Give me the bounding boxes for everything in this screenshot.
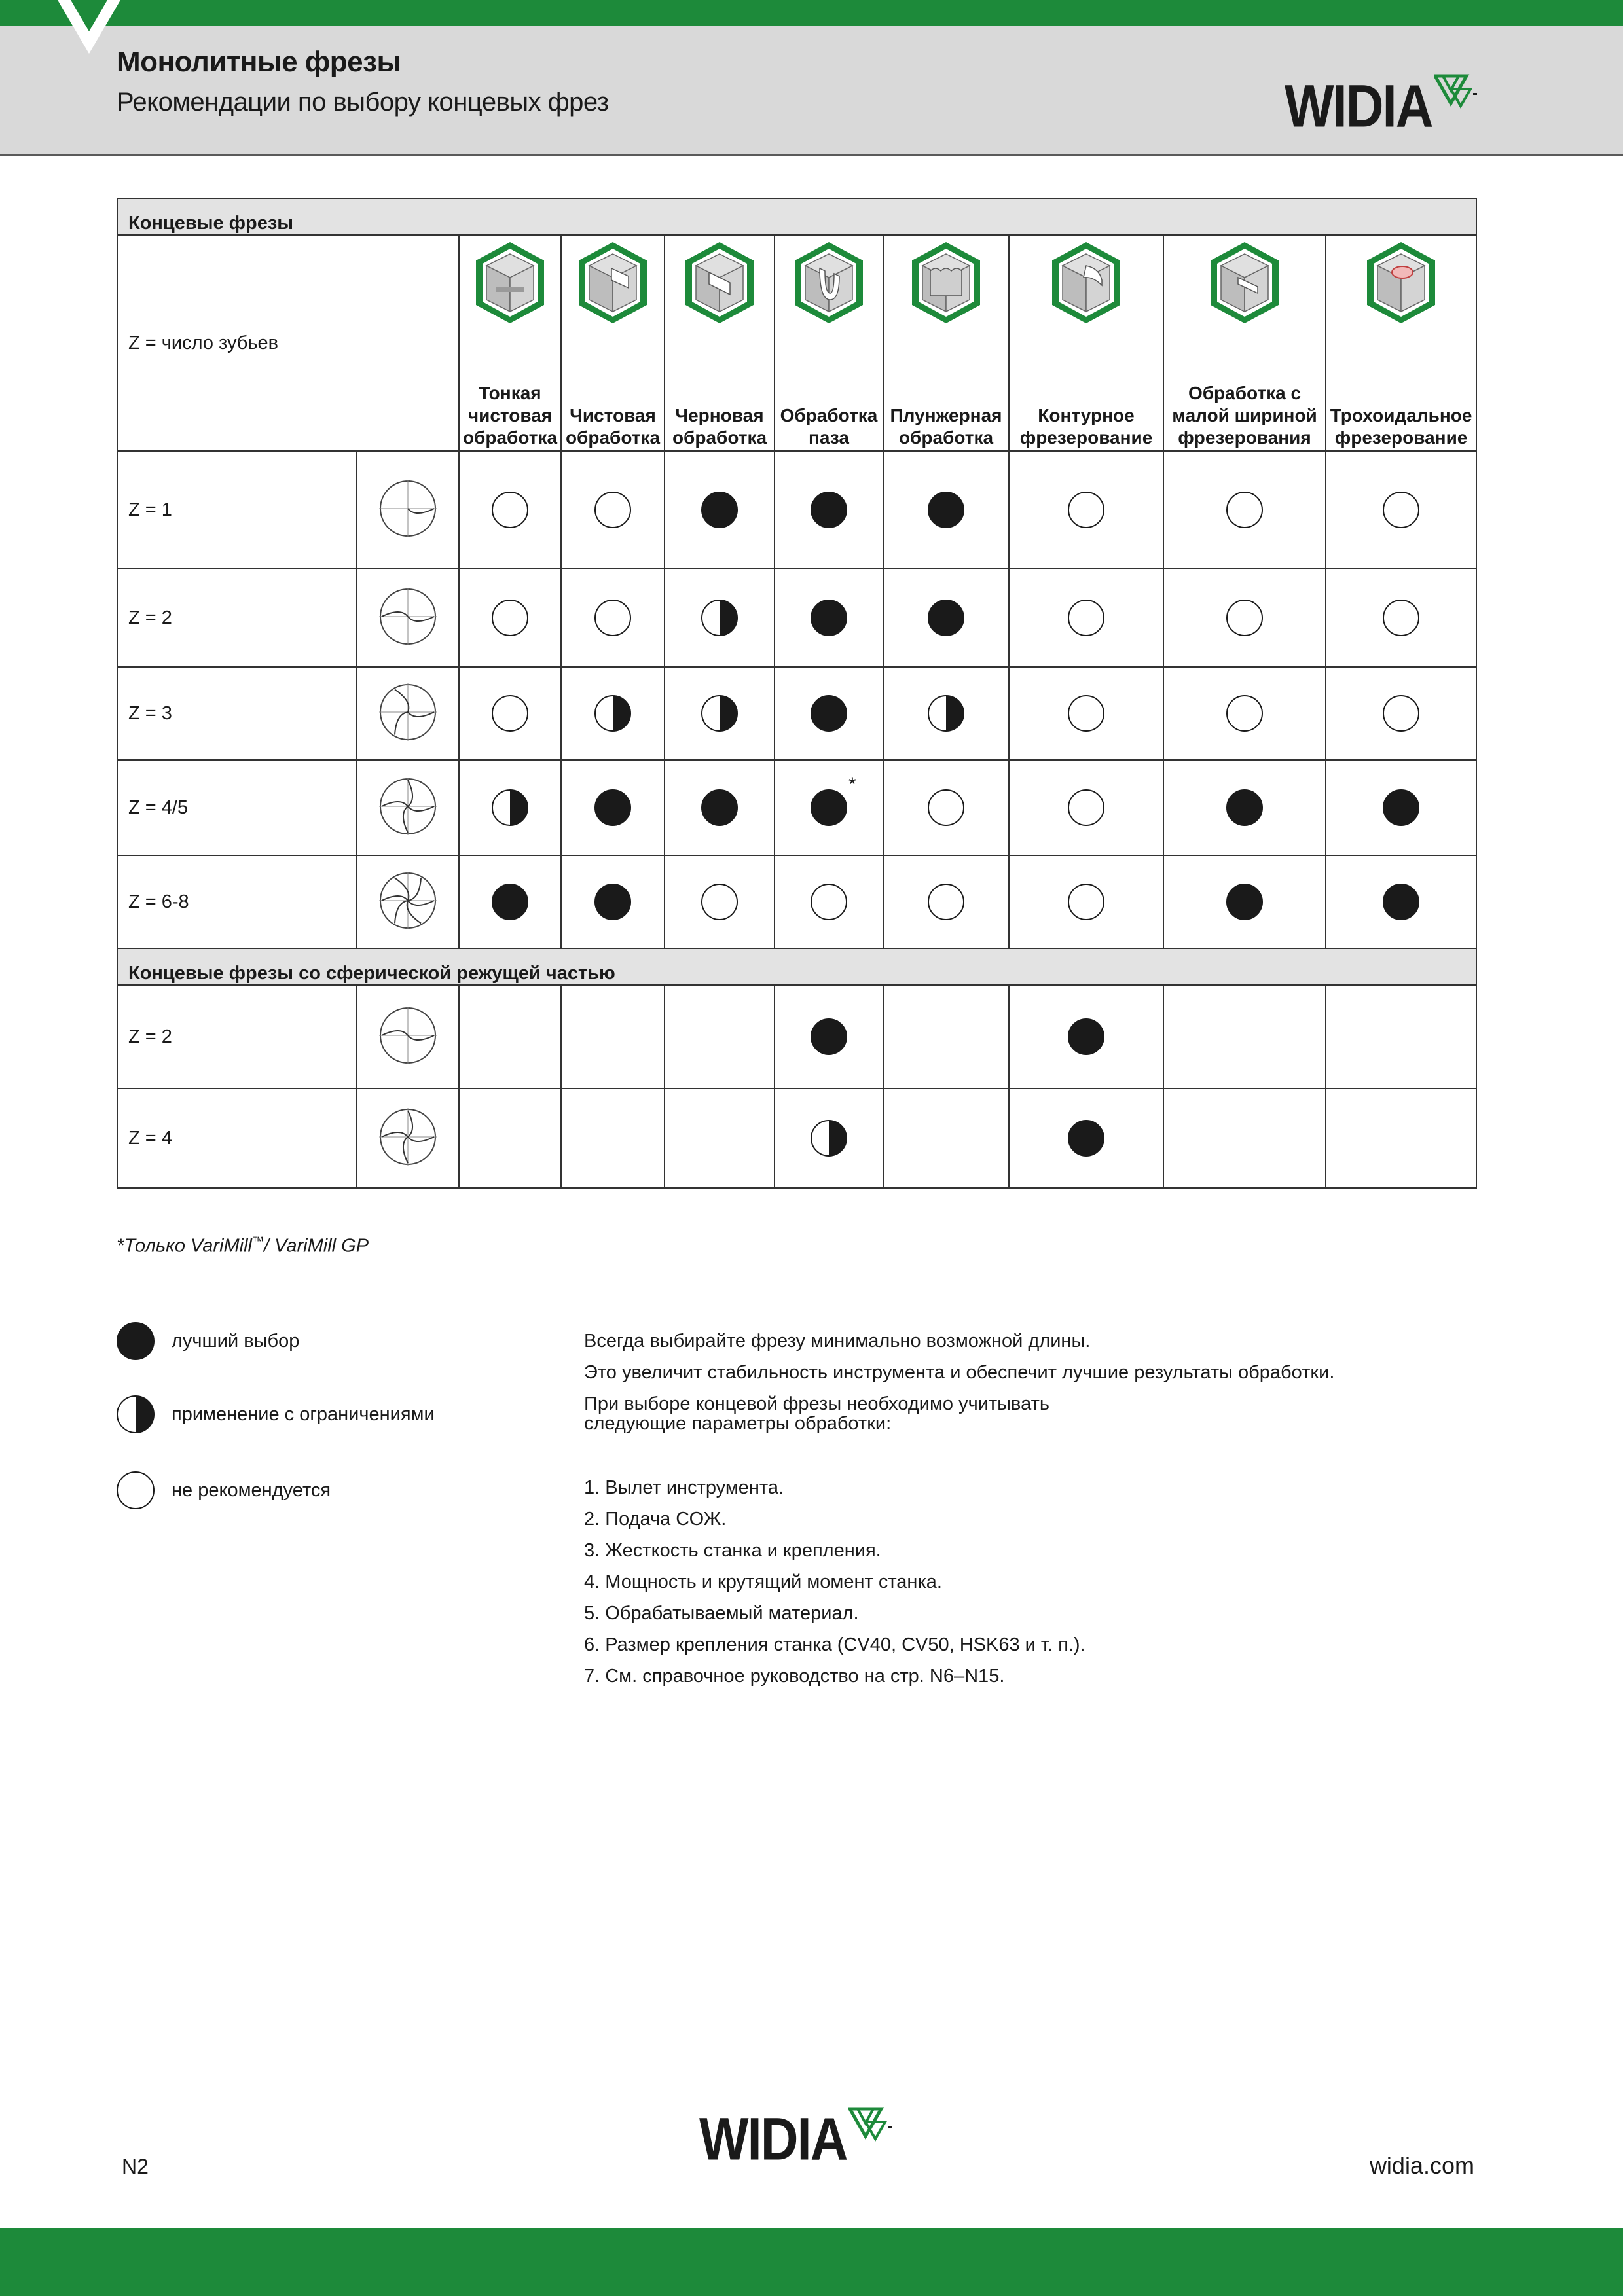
section-title-ball-nose: Концевые фрезы со сферической режущей частью [117,948,1476,985]
operation-header [665,235,775,451]
page-subtitle: Рекомендации по выбору концевых фрез [117,88,609,117]
operation-label: Трохоидальное фрезерование [1330,405,1472,448]
empty-circle-icon [1226,492,1263,528]
full-circle-icon [811,492,847,528]
full-circle-icon [1068,1018,1104,1055]
rating-cell [883,569,1009,667]
full-circle-icon [1383,884,1419,920]
rating-cell [1326,760,1476,855]
rating-cell [1326,451,1476,569]
half-circle-icon [701,695,738,732]
table-row [117,1088,1476,1188]
page-number: N2 [122,2155,149,2178]
tool-section-cell [357,451,459,569]
rating-cell [775,667,883,760]
legend-label: не рекомендуется [172,1479,331,1501]
empty-circle-icon [1068,789,1104,826]
ball-four-flute-icon [376,1105,439,1168]
rating-cell [1009,985,1163,1088]
rating-cell [1009,760,1163,855]
top-accent-bar [0,0,1623,26]
operation-header [1163,235,1326,451]
brand-triangles-icon [1434,73,1480,120]
slotting-icon [790,240,868,326]
rating-cell [775,451,883,569]
rating-cell [883,760,1009,855]
full-circle-icon [117,1322,155,1360]
full-circle-icon [1383,789,1419,826]
empty-circle-icon [928,884,964,920]
rating-cell [775,985,883,1088]
rating-cell [561,569,665,667]
empty-circle-icon [594,600,631,636]
rating-cell [1326,569,1476,667]
list-item: 6. Размер крепления станка (CV40, CV50, HSK63 и т. п.). [584,1634,1085,1655]
footnote-text: *Только VariMill [117,1235,252,1257]
empty-circle-icon [1068,492,1104,528]
trochoidal-milling-icon [1362,240,1440,326]
operation-label: Контурное фрезерование [1019,405,1153,448]
operation-header [1009,235,1163,451]
note-line: Это увеличит стабильность инструмента и обеспечит лучшие результаты обработки. [584,1362,1335,1383]
full-circle-icon [701,492,738,528]
teeth-count: Z = 2 [117,985,357,1088]
rating-cell [883,855,1009,948]
operation-label: Обработка паза [780,405,878,448]
tool-section-cell [357,569,459,667]
rating-cell [665,855,775,948]
website-link[interactable]: widia.com [1369,2152,1474,2179]
widia-logo-footer [699,2105,894,2172]
note-line: При выборе концевой фрезы необходимо учитывать [584,1393,1049,1414]
tool-section-cell [357,667,459,760]
half-circle-icon [594,695,631,732]
two-flute-cutter-icon [376,585,439,648]
footnote-text-b: / VariMill GP [264,1235,369,1257]
teeth-count: Z = 6-8 [117,855,357,948]
operation-header [561,235,665,451]
rating-cell [1163,451,1326,569]
four-five-flute-cutter-icon [376,775,439,838]
full-circle-icon [701,789,738,826]
half-circle-icon [928,695,964,732]
full-circle-icon [1226,884,1263,920]
rating-cell [665,451,775,569]
teeth-count: Z = 1 [117,451,357,569]
rating-cell [665,667,775,760]
teeth-count: Z = 2 [117,569,357,667]
rating-cell [459,569,561,667]
half-circle-icon [492,789,528,826]
rating-cell [883,985,1009,1088]
rating-cell [775,1088,883,1188]
empty-circle-icon [701,884,738,920]
legend-best-choice [117,1322,299,1360]
rating-cell [1163,855,1326,948]
three-flute-cutter-icon [376,681,439,744]
corner-notch-accent [71,0,107,31]
brand-wordmark: WIDIA [1285,72,1432,139]
operation-label: Обработка с малой шириной фрезерования [1172,383,1317,448]
empty-circle-icon [492,695,528,732]
rating-cell [1326,667,1476,760]
half-circle-icon [811,1120,847,1157]
ball-two-flute-icon [376,1004,439,1067]
tool-section-cell [357,855,459,948]
legend-label: применение с ограничениями [172,1403,435,1425]
rating-cell [1009,451,1163,569]
rating-cell [561,1088,665,1188]
rating-cell [1009,855,1163,948]
list-item: 1. Вылет инструмента. [584,1477,784,1498]
rating-cell [561,667,665,760]
operation-label: Черновая обработка [672,405,767,448]
section-title-end-mills: Концевые фрезы [117,198,1476,235]
rating-cell [459,855,561,948]
rating-cell [1009,1088,1163,1188]
operation-label: Тонкая чистовая обработка [462,383,558,448]
rating-cell [665,569,775,667]
empty-circle-icon [1383,695,1419,732]
half-circle-icon [701,600,738,636]
empty-circle-icon [492,492,528,528]
trademark-symbol: ™ [252,1234,264,1247]
six-eight-flute-cutter-icon [376,869,439,932]
contour-milling-icon [1047,240,1125,326]
rating-cell [561,985,665,1088]
brand-triangles-icon [848,2106,894,2153]
rating-cell [775,760,883,855]
empty-circle-icon [1226,600,1263,636]
legend-not-recommended [117,1471,331,1509]
empty-circle-icon [928,789,964,826]
operation-header [1326,235,1476,451]
empty-circle-icon [1068,600,1104,636]
rating-cell [883,1088,1009,1188]
rating-cell [665,760,775,855]
fine-finishing-icon [471,240,549,326]
one-flute-cutter-icon [376,477,439,540]
empty-circle-icon [1068,884,1104,920]
full-circle-icon [811,695,847,732]
legend-label: лучший выбор [172,1330,300,1352]
operation-label: Чистовая обработка [565,405,661,448]
rating-cell [1163,667,1326,760]
empty-circle-icon [811,884,847,920]
low-width-milling-icon [1205,240,1284,326]
rating-cell [775,855,883,948]
table-row [117,667,1476,760]
empty-circle-icon [1383,600,1419,636]
list-item: 2. Подача СОЖ. [584,1509,727,1530]
rating-cell [561,451,665,569]
teeth-count: Z = 4/5 [117,760,357,855]
operation-header [775,235,883,451]
full-circle-icon [811,600,847,636]
rating-cell [459,1088,561,1188]
brand-wordmark: WIDIA [699,2105,847,2172]
roughing-icon [680,240,759,326]
rating-cell [883,451,1009,569]
rating-cell [1163,1088,1326,1188]
rating-cell [459,985,561,1088]
teeth-count: Z = 3 [117,667,357,760]
rating-cell [665,1088,775,1188]
list-item: 5. Обрабатываемый материал. [584,1603,859,1624]
full-circle-icon [1226,789,1263,826]
full-circle-icon [928,600,964,636]
empty-circle-icon [492,600,528,636]
tool-section-cell [357,1088,459,1188]
note-line: следующие параметры обработки: [584,1413,892,1434]
tool-section-cell [357,760,459,855]
table-row [117,760,1476,855]
rating-cell [459,760,561,855]
rating-cell [1163,569,1326,667]
note-line: Всегда выбирайте фрезу минимально возможной длины. [584,1331,1091,1352]
table-row [117,451,1476,569]
list-item: 7. См. справочное руководство на стр. N6–N15. [584,1666,1005,1687]
end-mill-selection-table [117,198,1477,1189]
full-circle-icon [811,1018,847,1055]
widia-logo-header [1285,72,1480,139]
list-item: 3. Жесткость станка и крепления. [584,1540,881,1561]
list-item: 4. Мощность и крутящий момент станка. [584,1571,942,1592]
rating-cell [561,855,665,948]
empty-circle-icon [594,492,631,528]
rating-cell [1326,855,1476,948]
empty-circle-icon [1226,695,1263,732]
rating-cell [1009,667,1163,760]
rating-cell [561,760,665,855]
operation-header [883,235,1009,451]
bottom-accent-bar [0,2228,1623,2296]
rating-cell [665,985,775,1088]
half-circle-icon [117,1395,155,1433]
empty-circle-icon [1068,695,1104,732]
rating-cell [1326,1088,1476,1188]
full-circle-icon [1068,1120,1104,1157]
teeth-count: Z = 4 [117,1088,357,1188]
footnote [117,1234,369,1257]
rating-cell [775,569,883,667]
full-circle-icon [492,884,528,920]
table-row [117,855,1476,948]
plunging-icon [907,240,985,326]
rating-cell [883,667,1009,760]
rating-cell [1163,985,1326,1088]
rating-cell [1009,569,1163,667]
operation-label: Плунжерная обработка [890,405,1002,448]
table-row [117,985,1476,1088]
rating-cell [1163,760,1326,855]
empty-circle-icon [1383,492,1419,528]
z-legend-label: Z = число зубьев [117,235,459,451]
full-circle-icon [928,492,964,528]
table-row [117,569,1476,667]
rating-cell [459,451,561,569]
operation-header [459,235,561,451]
finishing-icon [574,240,652,326]
page-title: Монолитные фрезы [117,46,401,78]
rating-cell [1326,985,1476,1088]
rating-cell [459,667,561,760]
tool-section-cell [357,985,459,1088]
empty-circle-icon [117,1471,155,1509]
asterisk-note-mark: * [848,774,856,795]
full-circle-icon [811,789,847,826]
full-circle-icon [594,884,631,920]
legend-limited-use [117,1395,435,1433]
full-circle-icon [594,789,631,826]
